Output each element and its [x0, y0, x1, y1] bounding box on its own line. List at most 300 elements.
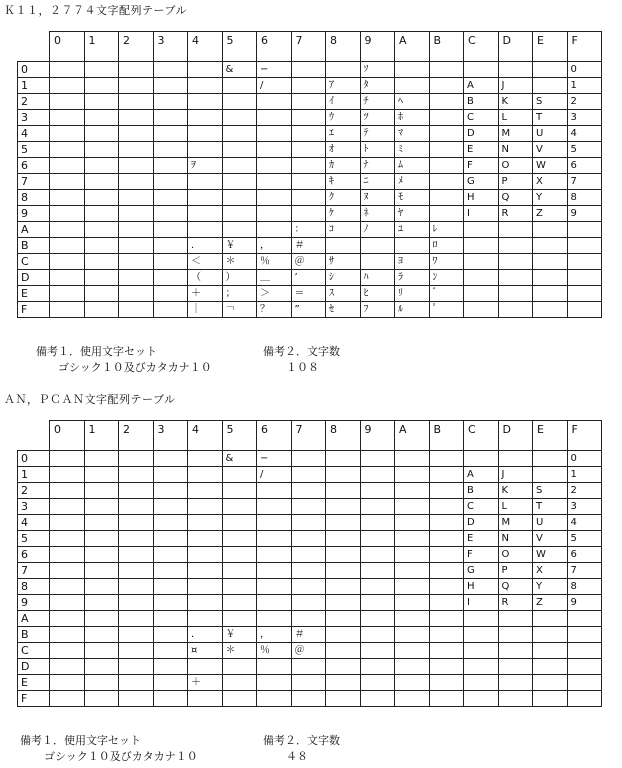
char-cell: [429, 94, 464, 110]
column-header: 6: [257, 421, 292, 451]
char-cell: [84, 515, 119, 531]
char-cell: ￢: [222, 302, 257, 318]
char-cell: ？: [257, 302, 292, 318]
char-cell: [533, 675, 568, 691]
char-cell: M: [498, 126, 533, 142]
row-header: 4: [18, 515, 50, 531]
char-cell: [84, 499, 119, 515]
char-cell: W: [533, 158, 568, 174]
char-cell: [326, 467, 361, 483]
char-cell: ＿: [257, 270, 292, 286]
char-cell: [50, 254, 85, 270]
char-cell: [360, 643, 395, 659]
char-cell: I: [464, 206, 499, 222]
char-cell: ）: [222, 270, 257, 286]
char-cell: T: [533, 110, 568, 126]
char-cell: [429, 531, 464, 547]
char-cell: N: [498, 531, 533, 547]
char-cell: [188, 691, 223, 707]
char-cell: ﾉ: [360, 222, 395, 238]
char-cell: [119, 499, 154, 515]
char-cell: M: [498, 515, 533, 531]
char-cell: [119, 62, 154, 78]
row-header: 0: [18, 451, 50, 467]
char-cell: [429, 611, 464, 627]
row-header: 1: [18, 467, 50, 483]
char-cell: [498, 222, 533, 238]
row-header: 0: [18, 62, 50, 78]
char-cell: [188, 563, 223, 579]
char-cell: [464, 675, 499, 691]
char-cell: V: [533, 142, 568, 158]
char-cell: ﾁ: [360, 94, 395, 110]
char-cell: [188, 659, 223, 675]
char-cell: [119, 190, 154, 206]
char-cell: [533, 62, 568, 78]
column-header: 3: [153, 32, 188, 62]
char-cell: [188, 547, 223, 563]
char-cell: ﾟ: [429, 302, 464, 318]
char-cell: [429, 595, 464, 611]
char-cell: [153, 451, 188, 467]
char-cell: D: [464, 126, 499, 142]
char-cell: [498, 270, 533, 286]
char-cell: [50, 611, 85, 627]
char-cell: −: [257, 62, 292, 78]
char-cell: [395, 611, 430, 627]
char-cell: ＠: [291, 643, 326, 659]
char-cell: （: [188, 270, 223, 286]
char-cell: [429, 142, 464, 158]
char-cell: [464, 270, 499, 286]
table-row: [18, 158, 602, 174]
column-header: B: [429, 421, 464, 451]
char-cell: [153, 222, 188, 238]
char-cell: [153, 62, 188, 78]
char-cell: [84, 126, 119, 142]
table2-note2-label: 備考２．文字数: [263, 734, 340, 747]
char-cell: ％: [257, 254, 292, 270]
char-cell: ．: [188, 238, 223, 254]
char-cell: [257, 158, 292, 174]
char-cell: C: [464, 499, 499, 515]
char-cell: [429, 659, 464, 675]
char-cell: [498, 627, 533, 643]
row-header: 3: [18, 110, 50, 126]
char-cell: [429, 190, 464, 206]
char-cell: ﾀ: [360, 78, 395, 94]
char-cell: [50, 238, 85, 254]
char-cell: G: [464, 174, 499, 190]
char-cell: [84, 254, 119, 270]
char-cell: ｻ: [326, 254, 361, 270]
char-cell: [395, 467, 430, 483]
char-cell: T: [533, 499, 568, 515]
char-cell: [533, 254, 568, 270]
char-cell: [222, 206, 257, 222]
char-cell: X: [533, 563, 568, 579]
char-cell: ｴ: [326, 126, 361, 142]
char-cell: [119, 467, 154, 483]
char-cell: [257, 222, 292, 238]
char-cell: [119, 222, 154, 238]
char-cell: C: [464, 110, 499, 126]
char-cell: [567, 238, 602, 254]
char-cell: [533, 659, 568, 675]
row-header: 9: [18, 206, 50, 222]
char-cell: [222, 563, 257, 579]
column-header: 4: [188, 32, 223, 62]
char-cell: [119, 483, 154, 499]
char-cell: [153, 675, 188, 691]
char-cell: [257, 595, 292, 611]
column-header: 9: [360, 421, 395, 451]
char-cell: [326, 62, 361, 78]
char-cell: [222, 483, 257, 499]
char-cell: 2: [567, 94, 602, 110]
table-row: [18, 531, 602, 547]
table-row: [18, 691, 602, 707]
char-cell: [50, 595, 85, 611]
char-cell: [50, 515, 85, 531]
char-cell: [291, 158, 326, 174]
char-cell: [50, 142, 85, 158]
char-cell: [222, 691, 257, 707]
char-cell: [291, 451, 326, 467]
char-cell: [119, 531, 154, 547]
char-cell: [153, 270, 188, 286]
char-cell: [84, 270, 119, 286]
char-cell: [291, 691, 326, 707]
char-cell: [429, 467, 464, 483]
char-cell: [326, 691, 361, 707]
char-cell: [360, 595, 395, 611]
char-cell: ＋: [188, 675, 223, 691]
char-cell: [257, 691, 292, 707]
char-cell: ｸ: [326, 190, 361, 206]
char-cell: P: [498, 563, 533, 579]
char-cell: [188, 206, 223, 222]
column-header: D: [498, 421, 533, 451]
char-cell: [429, 691, 464, 707]
table-row: [18, 270, 602, 286]
char-cell: [498, 659, 533, 675]
char-cell: U: [533, 515, 568, 531]
char-cell: [567, 675, 602, 691]
char-cell: [153, 206, 188, 222]
char-cell: [498, 286, 533, 302]
table1-grid: [17, 31, 602, 318]
row-header: 2: [18, 483, 50, 499]
char-cell: [291, 531, 326, 547]
char-cell: [464, 254, 499, 270]
char-cell: [360, 254, 395, 270]
char-cell: [119, 595, 154, 611]
char-cell: ｽ: [326, 286, 361, 302]
char-cell: ．: [188, 627, 223, 643]
char-cell: [153, 547, 188, 563]
char-cell: [464, 643, 499, 659]
char-cell: [84, 563, 119, 579]
row-header: C: [18, 254, 50, 270]
char-cell: [291, 126, 326, 142]
char-cell: [360, 611, 395, 627]
char-cell: A: [464, 78, 499, 94]
char-cell: [326, 451, 361, 467]
char-cell: ｵ: [326, 142, 361, 158]
char-cell: 0: [567, 62, 602, 78]
char-cell: [188, 483, 223, 499]
char-cell: 2: [567, 483, 602, 499]
char-cell: ﾘ: [395, 286, 430, 302]
char-cell: ；: [222, 286, 257, 302]
char-cell: [429, 483, 464, 499]
row-header: 8: [18, 579, 50, 595]
char-cell: [153, 595, 188, 611]
char-cell: [188, 190, 223, 206]
column-header: D: [498, 32, 533, 62]
char-cell: F: [464, 158, 499, 174]
char-cell: K: [498, 94, 533, 110]
char-cell: [50, 110, 85, 126]
table-row: [18, 142, 602, 158]
column-header: 7: [291, 421, 326, 451]
char-cell: [464, 222, 499, 238]
char-cell: [429, 110, 464, 126]
char-cell: [119, 94, 154, 110]
char-cell: I: [464, 595, 499, 611]
char-cell: [360, 691, 395, 707]
char-cell: F: [464, 547, 499, 563]
char-cell: ﾂ: [360, 110, 395, 126]
row-header: 9: [18, 595, 50, 611]
char-cell: [533, 627, 568, 643]
char-cell: [50, 643, 85, 659]
char-cell: ｷ: [326, 174, 361, 190]
row-header: 7: [18, 174, 50, 190]
row-header: 7: [18, 563, 50, 579]
char-cell: [360, 675, 395, 691]
char-cell: [188, 62, 223, 78]
row-header: 2: [18, 94, 50, 110]
char-cell: [257, 190, 292, 206]
char-cell: [84, 78, 119, 94]
table1-title: Ｋ１１，２７７４文字配列テーブル: [4, 4, 188, 17]
char-cell: [119, 142, 154, 158]
table-row: [18, 675, 602, 691]
char-cell: [395, 499, 430, 515]
char-cell: [291, 467, 326, 483]
char-cell: [84, 94, 119, 110]
char-cell: [50, 547, 85, 563]
table-row: [18, 174, 602, 190]
char-cell: [326, 531, 361, 547]
char-cell: [153, 611, 188, 627]
char-cell: [50, 94, 85, 110]
table-row: [18, 206, 602, 222]
char-cell: [119, 691, 154, 707]
char-cell: [429, 547, 464, 563]
char-cell: [291, 675, 326, 691]
char-cell: [153, 126, 188, 142]
char-cell: Z: [533, 206, 568, 222]
char-cell: [395, 78, 430, 94]
char-cell: [326, 659, 361, 675]
char-cell: [153, 579, 188, 595]
char-cell: ￥: [222, 238, 257, 254]
char-cell: [119, 126, 154, 142]
char-cell: ﾆ: [360, 174, 395, 190]
char-cell: ＞: [257, 286, 292, 302]
char-cell: ﾝ: [429, 270, 464, 286]
char-cell: H: [464, 190, 499, 206]
row-header: 1: [18, 78, 50, 94]
table-row: [18, 94, 602, 110]
char-cell: [50, 451, 85, 467]
char-cell: [84, 467, 119, 483]
char-cell: [291, 62, 326, 78]
char-cell: [498, 302, 533, 318]
char-cell: [50, 174, 85, 190]
char-cell: [567, 643, 602, 659]
row-header: E: [18, 675, 50, 691]
table1-note2-label: 備考２．文字数: [263, 345, 340, 358]
char-cell: ＊: [222, 643, 257, 659]
char-cell: P: [498, 174, 533, 190]
char-cell: [291, 579, 326, 595]
column-header: 2: [119, 421, 154, 451]
table2-note2-value: ４８: [286, 750, 308, 763]
char-cell: [84, 595, 119, 611]
char-cell: [429, 78, 464, 94]
table-row: [18, 643, 602, 659]
char-cell: [257, 110, 292, 126]
char-cell: ｼ: [326, 270, 361, 286]
char-cell: [119, 158, 154, 174]
row-header: B: [18, 627, 50, 643]
char-cell: [360, 499, 395, 515]
char-cell: O: [498, 547, 533, 563]
table-row: [18, 611, 602, 627]
char-cell: U: [533, 126, 568, 142]
char-cell: ﾅ: [360, 158, 395, 174]
table-row: [18, 110, 602, 126]
char-cell: [395, 627, 430, 643]
char-cell: [153, 302, 188, 318]
char-cell: [464, 62, 499, 78]
table-row: [18, 254, 602, 270]
char-cell: ¤: [188, 643, 223, 659]
table-row: [18, 483, 602, 499]
char-cell: [153, 515, 188, 531]
table-row: [18, 467, 602, 483]
char-cell: ％: [257, 643, 292, 659]
char-cell: [153, 94, 188, 110]
table2-grid: [17, 420, 602, 707]
char-cell: ｶ: [326, 158, 361, 174]
char-cell: J: [498, 467, 533, 483]
table-row: [18, 286, 602, 302]
char-cell: 9: [567, 206, 602, 222]
char-cell: [257, 483, 292, 499]
char-cell: [533, 467, 568, 483]
char-cell: ﾖ: [395, 254, 430, 270]
table-row: [18, 222, 602, 238]
char-cell: [153, 78, 188, 94]
char-cell: [360, 238, 395, 254]
char-cell: [291, 78, 326, 94]
char-cell: [50, 563, 85, 579]
char-cell: [567, 270, 602, 286]
char-cell: [119, 78, 154, 94]
char-cell: [153, 563, 188, 579]
char-cell: [429, 206, 464, 222]
char-cell: [119, 206, 154, 222]
char-cell: [257, 531, 292, 547]
char-cell: [257, 563, 292, 579]
char-cell: [326, 643, 361, 659]
char-cell: [50, 627, 85, 643]
char-cell: H: [464, 579, 499, 595]
corner-cell: [18, 32, 50, 62]
char-cell: [360, 531, 395, 547]
column-header: C: [464, 32, 499, 62]
table2-title: ＡＮ，ＰＣＡＮ文字配列テーブル: [4, 393, 176, 406]
char-cell: ﾕ: [395, 222, 430, 238]
char-cell: [222, 78, 257, 94]
char-cell: ，: [257, 238, 292, 254]
corner-cell: [18, 421, 50, 451]
char-cell: ﾚ: [429, 222, 464, 238]
char-cell: [291, 547, 326, 563]
char-cell: ﾎ: [395, 110, 430, 126]
row-header: D: [18, 659, 50, 675]
char-cell: [360, 563, 395, 579]
char-cell: [188, 142, 223, 158]
table-row: [18, 302, 602, 318]
char-cell: 7: [567, 563, 602, 579]
char-cell: 1: [567, 467, 602, 483]
char-cell: 5: [567, 142, 602, 158]
char-cell: [84, 62, 119, 78]
char-cell: [291, 190, 326, 206]
column-header: F: [567, 421, 602, 451]
char-cell: [119, 451, 154, 467]
char-cell: 9: [567, 595, 602, 611]
table-row: [18, 499, 602, 515]
table-row: [18, 595, 602, 611]
char-cell: [119, 515, 154, 531]
char-cell: 5: [567, 531, 602, 547]
char-cell: ﾄ: [360, 142, 395, 158]
char-cell: Q: [498, 190, 533, 206]
char-cell: ﾓ: [395, 190, 430, 206]
char-cell: [188, 174, 223, 190]
char-cell: Y: [533, 190, 568, 206]
char-cell: [360, 451, 395, 467]
char-cell: [498, 451, 533, 467]
char-cell: [395, 62, 430, 78]
char-cell: S: [533, 94, 568, 110]
char-cell: [326, 675, 361, 691]
char-cell: ｺ: [326, 222, 361, 238]
char-cell: [257, 174, 292, 190]
char-cell: ﾛ: [429, 238, 464, 254]
char-cell: 3: [567, 110, 602, 126]
char-cell: [153, 659, 188, 675]
table2-note1-value: ゴシック１０及びカタカナ１０: [44, 750, 198, 763]
table-row: [18, 579, 602, 595]
